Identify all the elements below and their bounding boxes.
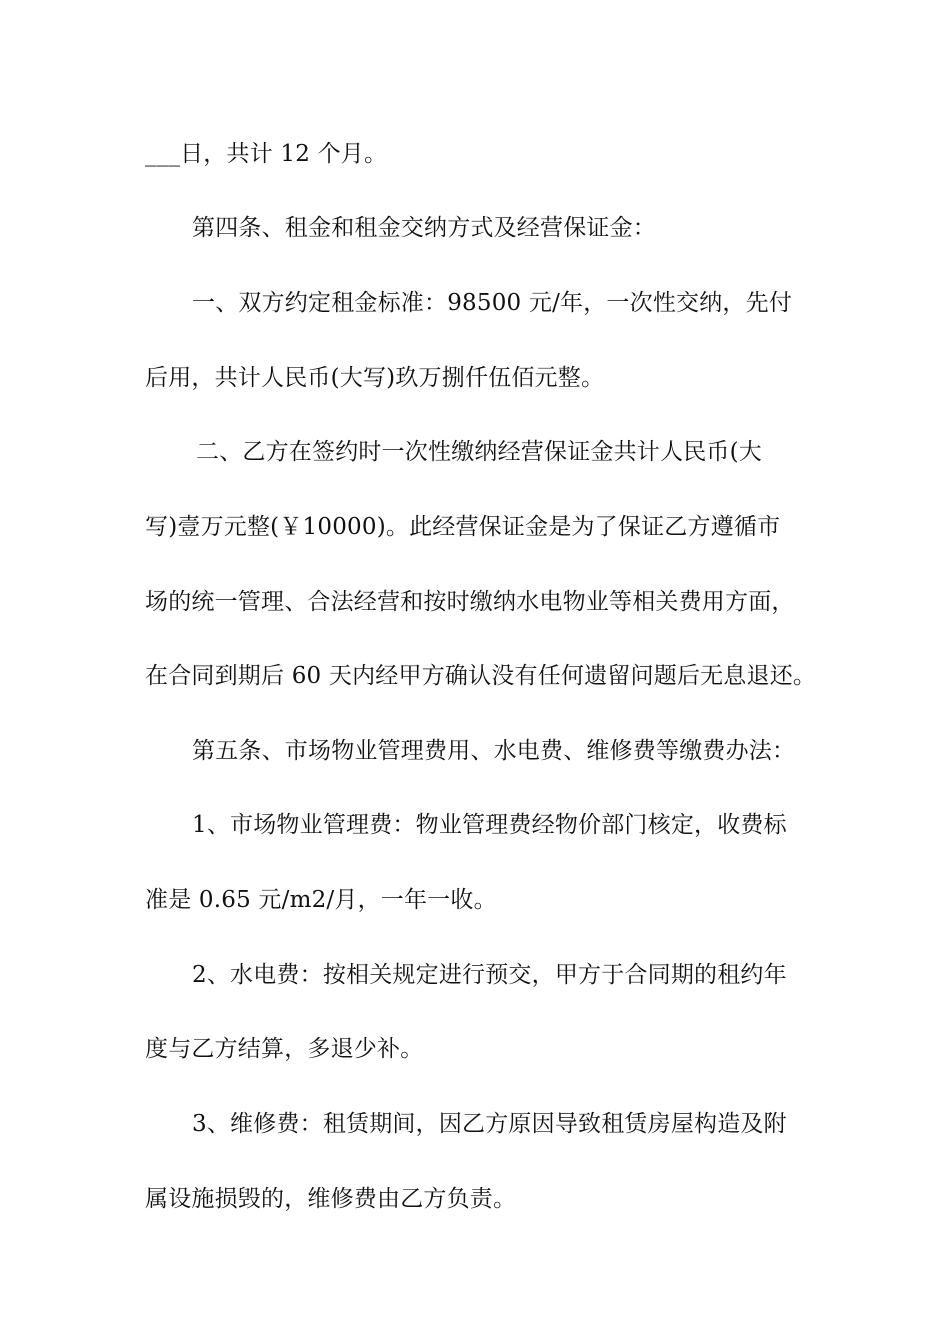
text-line: 3、维修费：租赁期间，因乙方原因导致租赁房屋构造及附 [192,1111,787,1137]
text-line: 1、市场物业管理费：物业管理费经物价部门核定，收费标 [192,812,787,838]
text-line: 二、乙方在签约时一次性缴纳经营保证金共计人民币(大 [196,439,762,465]
section-heading: 第五条、市场物业管理费用、水电费、维修费等缴费办法： [192,738,796,764]
text-line: 写)壹万元整(￥10000)。此经营保证金是为了保证乙方遵循市 [145,514,781,540]
text-line: 度与乙方结算，多退少补。 [145,1036,424,1062]
text-line: 2、水电费：按相关规定进行预交，甲方于合同期的租约年 [192,962,787,988]
text-line: 后用，共计人民币(大写)玖万捌仟伍佰元整。 [145,365,605,391]
text-line: 一、双方约定租金标准：98500 元/年，一次性交纳，先付 [192,290,793,316]
section-heading: 第四条、租金和租金交纳方式及经营保证金： [192,215,656,241]
text-line: 属设施损毁的，维修费由乙方负责。 [145,1186,517,1212]
text-line: 场的统一管理、合法经营和按时缴纳水电物业等相关费用方面， [145,589,795,615]
text-line: 在合同到期后 60 天内经甲方确认没有任何遗留问题后无息退还。 [145,663,817,689]
text-line: ___日，共计 12 个月。 [145,141,388,167]
text-line: 准是 0.65 元/m2/月，一年一收。 [145,887,497,913]
